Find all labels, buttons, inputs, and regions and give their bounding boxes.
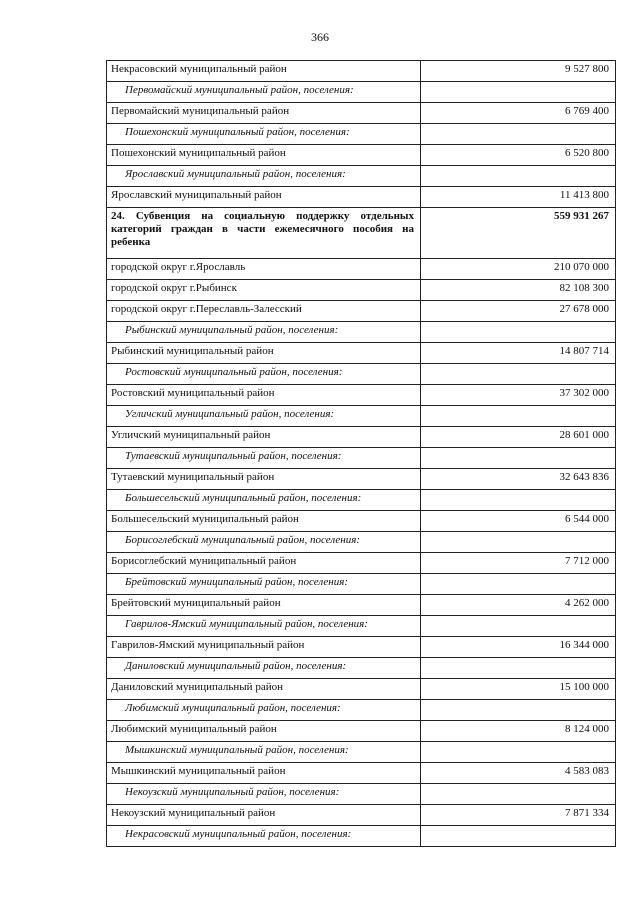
subgroup-row [107, 82, 616, 103]
row-name-cell: Даниловский муниципальный район, поселения: [107, 658, 421, 679]
row-name-cell: городской округ г.Рыбинск [107, 280, 421, 301]
row-amount-cell: 210 070 000 [421, 259, 616, 280]
table-row [107, 259, 616, 280]
table-row [107, 763, 616, 784]
row-name-cell: Ростовский муниципальный район [107, 385, 421, 406]
row-amount-cell: 37 302 000 [421, 385, 616, 406]
subgroup-row [107, 826, 616, 847]
row-name-cell: 24. Субвенция на социальную поддержку отдельных категорий граждан в части ежемесячного пособия на ребенка [107, 208, 421, 259]
row-name-cell: Гаврилов-Ямский муниципальный район [107, 637, 421, 658]
row-name-cell: Некрасовский муниципальный район [107, 61, 421, 82]
row-name-cell: Некоузский муниципальный район, поселения: [107, 784, 421, 805]
subvention-distribution-table [106, 60, 616, 847]
row-amount-cell: 15 100 000 [421, 679, 616, 700]
row-amount-cell: 11 413 800 [421, 187, 616, 208]
row-amount-cell: 16 344 000 [421, 637, 616, 658]
row-name-cell: Рыбинский муниципальный район, поселения: [107, 322, 421, 343]
row-name-cell: Гаврилов-Ямский муниципальный район, поселения: [107, 616, 421, 637]
row-amount-cell [421, 322, 616, 343]
row-amount-cell [421, 784, 616, 805]
row-name-cell: Пошехонский муниципальный район, поселения: [107, 124, 421, 145]
row-name-cell: Мышкинский муниципальный район, поселения: [107, 742, 421, 763]
subgroup-row [107, 490, 616, 511]
subgroup-row [107, 124, 616, 145]
row-name-cell: Рыбинский муниципальный район [107, 343, 421, 364]
row-amount-cell [421, 574, 616, 595]
row-amount-cell [421, 658, 616, 679]
row-amount-cell [421, 166, 616, 187]
row-name-cell: Даниловский муниципальный район [107, 679, 421, 700]
row-amount-cell [421, 82, 616, 103]
table-row [107, 595, 616, 616]
row-name-cell: Большесельский муниципальный район, поселения: [107, 490, 421, 511]
subgroup-row [107, 574, 616, 595]
table-row [107, 280, 616, 301]
row-name-cell: Угличский муниципальный район, поселения: [107, 406, 421, 427]
row-name-cell: Угличский муниципальный район [107, 427, 421, 448]
subgroup-row [107, 532, 616, 553]
row-amount-cell [421, 532, 616, 553]
row-amount-cell: 14 807 714 [421, 343, 616, 364]
subgroup-row [107, 166, 616, 187]
row-name-cell: Тутаевский муниципальный район [107, 469, 421, 490]
row-name-cell: Любимский муниципальный район, поселения: [107, 700, 421, 721]
row-name-cell: Любимский муниципальный район [107, 721, 421, 742]
row-amount-cell: 7 871 334 [421, 805, 616, 826]
row-amount-cell: 9 527 800 [421, 61, 616, 82]
row-amount-cell [421, 406, 616, 427]
row-amount-cell [421, 826, 616, 847]
row-amount-cell: 6 544 000 [421, 511, 616, 532]
table-row [107, 679, 616, 700]
subgroup-row [107, 364, 616, 385]
table-row [107, 343, 616, 364]
row-name-cell: Мышкинский муниципальный район [107, 763, 421, 784]
row-name-cell: Некоузский муниципальный район [107, 805, 421, 826]
row-amount-cell [421, 490, 616, 511]
row-amount-cell [421, 364, 616, 385]
table-row [107, 721, 616, 742]
row-name-cell: Некрасовский муниципальный район, поселения: [107, 826, 421, 847]
row-amount-cell [421, 742, 616, 763]
table-row [107, 805, 616, 826]
row-amount-cell [421, 448, 616, 469]
table-body [107, 61, 616, 847]
subgroup-row [107, 784, 616, 805]
row-name-cell: Первомайский муниципальный район, поселения: [107, 82, 421, 103]
row-amount-cell: 7 712 000 [421, 553, 616, 574]
row-amount-cell: 82 108 300 [421, 280, 616, 301]
row-amount-cell: 28 601 000 [421, 427, 616, 448]
subgroup-row [107, 448, 616, 469]
table-row [107, 469, 616, 490]
table-row [107, 103, 616, 124]
row-name-cell: городской округ г.Ярославль [107, 259, 421, 280]
subgroup-row [107, 322, 616, 343]
subgroup-row [107, 658, 616, 679]
row-amount-cell: 6 520 800 [421, 145, 616, 166]
row-name-cell: Большесельский муниципальный район [107, 511, 421, 532]
subgroup-row [107, 700, 616, 721]
table-row [107, 301, 616, 322]
row-name-cell: Первомайский муниципальный район [107, 103, 421, 124]
section-heading-row [107, 208, 616, 259]
table-row [107, 187, 616, 208]
row-amount-cell: 8 124 000 [421, 721, 616, 742]
row-name-cell: Брейтовский муниципальный район, поселения: [107, 574, 421, 595]
row-name-cell: Ярославский муниципальный район [107, 187, 421, 208]
row-name-cell: Тутаевский муниципальный район, поселения: [107, 448, 421, 469]
table-row [107, 145, 616, 166]
row-amount-cell [421, 700, 616, 721]
table-row [107, 427, 616, 448]
row-amount-cell [421, 616, 616, 637]
row-amount-cell: 32 643 836 [421, 469, 616, 490]
row-amount-cell: 6 769 400 [421, 103, 616, 124]
row-amount-cell [421, 124, 616, 145]
row-name-cell: Брейтовский муниципальный район [107, 595, 421, 616]
subgroup-row [107, 406, 616, 427]
table-row [107, 553, 616, 574]
page-number: 366 [311, 30, 329, 44]
table-row [107, 385, 616, 406]
row-amount-cell: 559 931 267 [421, 208, 616, 259]
subgroup-row [107, 616, 616, 637]
table-row [107, 511, 616, 532]
row-name-cell: Ростовский муниципальный район, поселения: [107, 364, 421, 385]
row-name-cell: Пошехонский муниципальный район [107, 145, 421, 166]
row-name-cell: Борисоглебский муниципальный район [107, 553, 421, 574]
row-amount-cell: 27 678 000 [421, 301, 616, 322]
table-row [107, 637, 616, 658]
row-amount-cell: 4 262 000 [421, 595, 616, 616]
row-name-cell: Ярославский муниципальный район, поселения: [107, 166, 421, 187]
table-row [107, 61, 616, 82]
row-name-cell: городской округ г.Переславль-Залесский [107, 301, 421, 322]
row-name-cell: Борисоглебский муниципальный район, поселения: [107, 532, 421, 553]
row-amount-cell: 4 583 083 [421, 763, 616, 784]
subgroup-row [107, 742, 616, 763]
